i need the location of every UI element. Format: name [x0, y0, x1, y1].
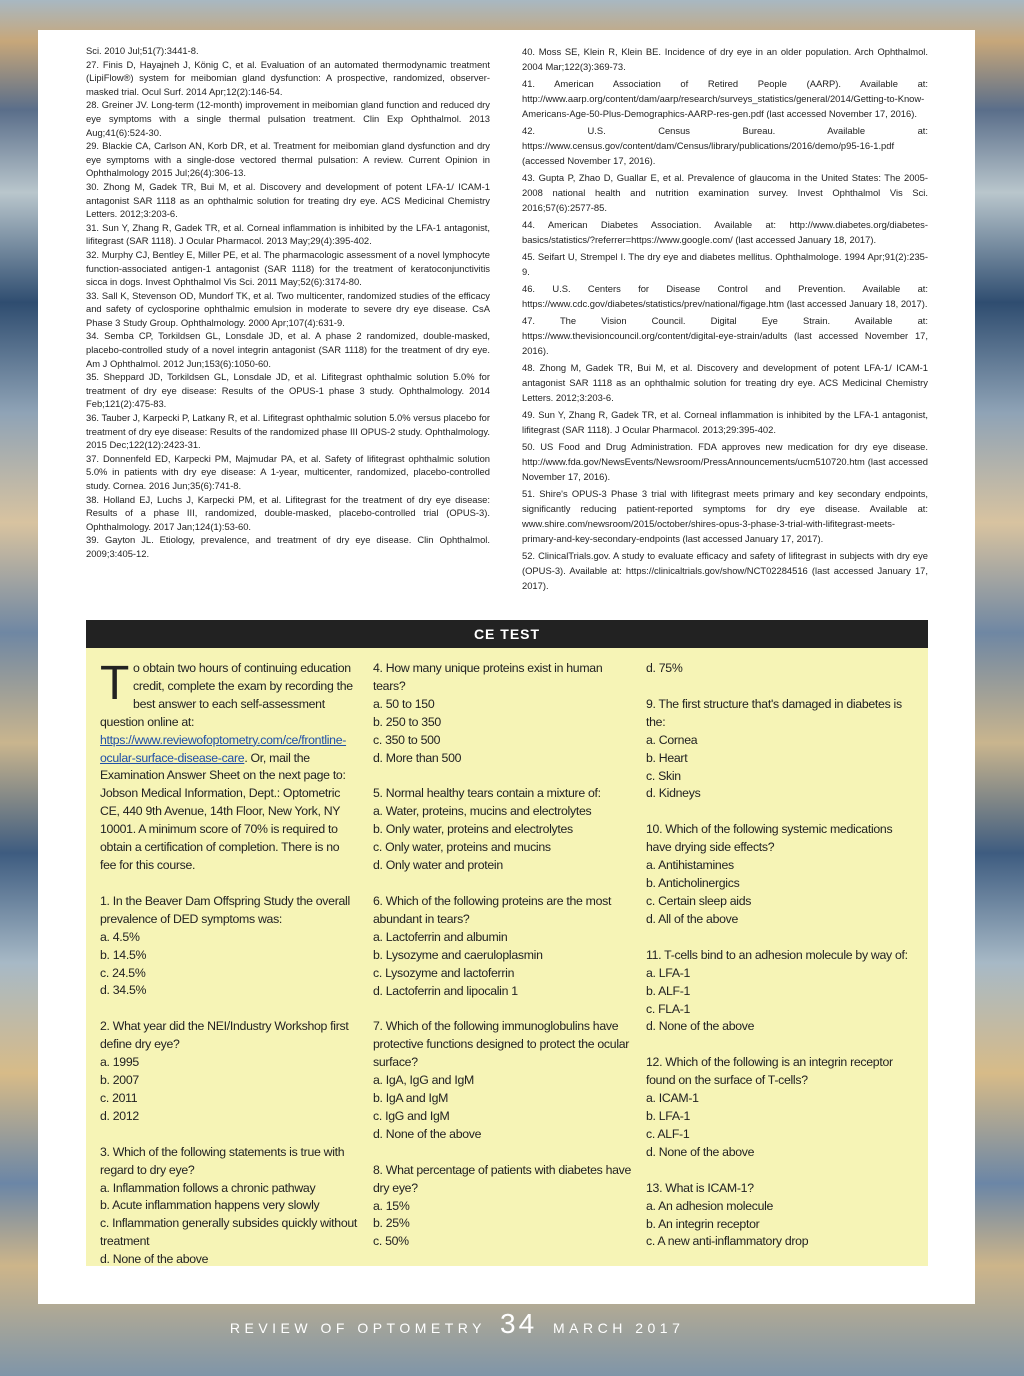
- ce-column-3: [646, 660, 914, 1251]
- reference-item: 43. Gupta P, Zhao D, Guallar E, et al. Prevalence of glaucoma in the United States: The 2005-2008 national health and nutrition examination survey. Invest Ophthalmol Vis Sci. 2016;57(6):2577-85.: [522, 172, 928, 213]
- reference-item: 52. ClinicalTrials.gov. A study to evaluate efficacy and safety of lifitegrast in subjects with dry eye (OPUS-3). Available at: https://clinicaltrials.gov/show/NCT02284516 (last accessed January 17, 2017).: [522, 550, 928, 591]
- reference-item: 45. Seifart U, Strempel I. The dry eye and diabetes mellitus. Ophthalmologe. 1994 Apr;91(2):235-9.: [522, 251, 928, 277]
- answer-option: a. 15%: [373, 1198, 410, 1213]
- ce-intro: [100, 657, 358, 875]
- answer-option: b. Anticholinergics: [646, 876, 740, 891]
- question-11: [646, 947, 914, 1037]
- references-right-column: [522, 44, 928, 595]
- question-10: [646, 821, 914, 928]
- answer-option: a. Cornea: [646, 732, 698, 747]
- ce-column-2: [373, 660, 635, 1251]
- reference-item: 33. Sall K, Stevenson OD, Mundorf TK, et al. Two multicenter, randomized studies of the efficacy and safety of cyclosporine ophthalmic emulsion in moderate to severe dry eye disease. CsA Phase 3 Study Group. Ophthalmology. 2000 Apr;107(4):631-9.: [86, 289, 490, 328]
- answer-option: c. ALF-1: [646, 1126, 690, 1141]
- answer-option: d. None of the above: [646, 1144, 755, 1159]
- answer-option: d. Lactoferrin and lipocalin 1: [373, 983, 518, 998]
- answer-option: c. Lysozyme and lactoferrin: [373, 965, 515, 980]
- answer-option: b. Acute inflammation happens very slowly: [100, 1198, 320, 1213]
- answer-option: c. Only water, proteins and mucins: [373, 840, 551, 855]
- issue-date: MARCH 2017: [553, 1320, 685, 1336]
- reference-item: 34. Semba CP, Torkildsen GL, Lonsdale JD, et al. A phase 2 randomized, double-masked, placebo-controlled study of a novel integrin antagonist (SAR 1118) for the treatment of dry eye. Am J Ophthalmol. 2012 Jun;153(6):1050-60.: [86, 330, 490, 369]
- question-text: 2. What year did the NEI/Industry Workshop first define dry eye?: [100, 1019, 349, 1052]
- intro-dropcap: T: [100, 657, 130, 710]
- question-12: [646, 1054, 914, 1161]
- answer-option: a. Water, proteins, mucins and electrolytes: [373, 804, 592, 819]
- answer-option: b. Lysozyme and caeruloplasmin: [373, 947, 543, 962]
- reference-item: 35. Sheppard JD, Torkildsen GL, Lonsdale JD, et al. Lifitegrast ophthalmic solution 5.0% for treatment of dry eye disease: Results of the OPUS-1 phase 3 study. Ophthalmology. 2014 Feb;121(2):475-83.: [86, 371, 490, 410]
- question-13: [646, 1180, 914, 1252]
- answer-option: d. None of the above: [100, 1252, 209, 1267]
- answer-option: a. 50 to 150: [373, 696, 435, 711]
- reference-item: 49. Sun Y, Zhang R, Gadek TR, et al. Corneal inflammation is inhibited by the LFA-1 antagonist, lifitegrast (SAR 1118). J Ocular Pharmacol. 2013;29:395-402.: [522, 409, 928, 435]
- intro-text-cont: . Or, mail the Examination Answer Sheet on the next page to: Jobson Medical Information, Dept.: Optometric CE, 440 9th Avenue, 14th Floor, New York, NY 10001. A minimum score of 70% is required to obtain a certification of completion. There is no fee for this course.: [100, 750, 346, 872]
- reference-item: 27. Finis D, Hayajneh J, König C, et al. Evaluation of an automated thermodynamic treatment (LipiFlow®) system for meibomian gland dysfunction: A prospective, randomized, observer-masked trial. Ocul Surf. 2014 Apr;12(2):146-54.: [86, 58, 490, 97]
- reference-item: Sci. 2010 Jul;51(7):3441-8.: [86, 45, 199, 56]
- answer-option: b. 14.5%: [100, 947, 147, 962]
- reference-item: 40. Moss SE, Klein R, Klein BE. Incidence of dry eye in an older population. Arch Ophthalmol. 2004 Mar;122(3):369-73.: [522, 46, 928, 72]
- reference-item: 32. Murphy CJ, Bentley E, Miller PE, et al. The pharmacologic assessment of a novel lymphocyte function-associated antigen-1 antagonist (SAR 1118) for the treatment of keratoconjunctivitis sicca in dogs. Invest Ophthalmol Vis Sci. 2011 May;52(6):3174-80.: [86, 248, 490, 288]
- reference-item: 31. Sun Y, Zhang R, Gadek TR, et al. Corneal inflammation is inhibited by the LFA-1 antagonist, lifitegrast (SAR 1118). J Ocular Pharmacol. 2013 May;29(4):395-402.: [86, 221, 490, 247]
- reference-item: 44. American Diabetes Association. Available at: http://www.diabetes.org/diabetes-basics/statistics/?referrer=https://www.google.com/ (last accessed January 18, 2017).: [522, 219, 928, 245]
- answer-option: c. 2011: [100, 1090, 138, 1105]
- answer-option: b. 2007: [100, 1073, 139, 1088]
- answer-option: c. FLA-1: [646, 1001, 691, 1016]
- answer-option: c. Certain sleep aids: [646, 893, 752, 908]
- answer-option: a. 4.5%: [100, 929, 140, 944]
- answer-option: d. Kidneys: [646, 786, 701, 801]
- question-9: [646, 696, 914, 803]
- question-text: 6. Which of the following proteins are the most abundant in tears?: [373, 893, 612, 926]
- question-text: 13. What is ICAM-1?: [646, 1180, 754, 1195]
- reference-item: 30. Zhong M, Gadek TR, Bui M, et al. Discovery and development of potent LFA-1/ ICAM-1 antagonist SAR 1118 as an ophthalmic solution for treating dry eye. ACS Medicinal Chemistry Letters. 2012;3:203-6.: [86, 180, 490, 220]
- question-text: 3. Which of the following statements is true with regard to dry eye?: [100, 1144, 345, 1177]
- reference-item: 36. Tauber J, Karpecki P, Latkany R, et al. Lifitegrast ophthalmic solution 5.0% versus placebo for treatment of dry eye disease: Results of the randomized phase III OPUS-2 study. Ophthalmology. 2015 Dec;122(12):2423-31.: [86, 412, 490, 451]
- answer-option: b. 250 to 350: [373, 714, 441, 729]
- answer-option: a. Lactoferrin and albumin: [373, 929, 508, 944]
- answer-option: d. 34.5%: [100, 983, 147, 998]
- question-text: 5. Normal healthy tears contain a mixture of:: [373, 786, 601, 801]
- reference-item: 39. Gayton JL. Etiology, prevalence, and treatment of dry eye disease. Clin Ophthalmol. 2009;3:405-12.: [86, 534, 490, 559]
- question-text: 10. Which of the following systemic medications have drying side effects?: [646, 822, 893, 855]
- answer-option: c. IgG and IgM: [373, 1108, 450, 1123]
- question-4: [373, 660, 635, 767]
- reference-item: 46. U.S. Centers for Disease Control and Prevention. Available at: https://www.cdc.gov/diabetes/statistics/prev/national/figage.htm (last accessed January 18, 2017).: [522, 283, 928, 309]
- answer-option: d. None of the above: [373, 1126, 482, 1141]
- reference-item: 38. Holland EJ, Luchs J, Karpecki PM, et al. Lifitegrast for the treatment of dry eye disease: Results of a phase III, randomized, double-masked, placebo-controlled trial (OPUS-3). Ophthalmology. 2017 Jan;124(1):53-60.: [86, 493, 490, 532]
- answer-option: c. 24.5%: [100, 965, 146, 980]
- answer-option: c. Skin: [646, 768, 681, 783]
- answer-option: b. IgA and IgM: [373, 1091, 449, 1106]
- ce-test-panel: [86, 648, 928, 1266]
- question-6: [373, 893, 635, 1000]
- question-text: 4. How many unique proteins exist in human tears?: [373, 661, 603, 693]
- answer-option: a. Inflammation follows a chronic pathway: [100, 1180, 316, 1195]
- answer-option: b. LFA-1: [646, 1109, 691, 1124]
- answer-option: b. Heart: [646, 750, 688, 765]
- question-5: [373, 785, 635, 875]
- reference-item: 29. Blackie CA, Carlson AN, Korb DR, et al. Treatment for meibomian gland dysfunction and dry eye symptoms with a single-dose vectored thermal pulsation: A review. Current Opinion in Ophthalmology 2015 Jul;26(4):306-13.: [86, 140, 490, 179]
- page-number: 34: [500, 1308, 538, 1339]
- answer-option: d. 2012: [100, 1108, 139, 1123]
- reference-item: 50. US Food and Drug Administration. FDA approves new medication for dry eye disease. http://www.fda.gov/NewsEvents/Newsroom/PressAnnouncements/ucm510720.htm (last accessed November 17, 2016).: [522, 441, 928, 482]
- answer-option: d. 75%: [646, 661, 683, 675]
- answer-option: a. IgA, IgG and IgM: [373, 1073, 474, 1088]
- reference-item: 51. Shire's OPUS-3 Phase 3 trial with lifitegrast meets primary and key secondary endpoints, significantly reducing patient-reported symptoms for dry eye disease. Available at: www.shire.com/newsroom/2015/october/shires-opus-3-phase-3-trial-with-lifitegrast-meets-primary-and-key-secondary-endpoints (last accessed January 17, 2017).: [522, 488, 928, 544]
- question-text: 12. Which of the following is an integrin receptor found on the surface of T-cells?: [646, 1055, 893, 1088]
- answer-option: b. Only water, proteins and electrolytes: [373, 822, 573, 837]
- references-left-column: [86, 44, 490, 561]
- reference-item: 28. Greiner JV. Long-term (12-month) improvement in meibomian gland function and reduced dry eye symptoms with a single thermal pulsation treatment. Clin Exp Ophthalmol. 2013 Aug;41(6):524-30.: [86, 99, 490, 138]
- ce-test-header: CE TEST: [86, 620, 928, 648]
- answer-option: a. ICAM-1: [646, 1091, 699, 1106]
- answer-option: c. 50%: [373, 1234, 409, 1249]
- question-text: 9. The first structure that's damaged in diabetes is the:: [646, 696, 902, 729]
- page-footer: [0, 1308, 1024, 1348]
- ce-column-1: [100, 657, 358, 1269]
- question-text: 1. In the Beaver Dam Offspring Study the overall prevalence of DED symptoms was:: [100, 893, 350, 926]
- magazine-name: REVIEW OF OPTOMETRY: [229, 1320, 486, 1336]
- intro-text: o obtain two hours of continuing education credit, complete the exam by recording the best answer to each self-assessment question online at:: [100, 661, 353, 729]
- answer-option: c. A new anti-inflammatory drop: [646, 1234, 809, 1249]
- question-text: 8. What percentage of patients with diabetes have dry eye?: [373, 1162, 632, 1195]
- answer-option: a. LFA-1: [646, 965, 691, 980]
- answer-option: b. 25%: [373, 1216, 410, 1231]
- answer-option: d. Only water and protein: [373, 858, 503, 873]
- answer-option: c. 350 to 500: [373, 732, 441, 747]
- question-text: 7. Which of the following immunoglobulins have protective functions designed to protect the ocular surface?: [373, 1019, 630, 1070]
- answer-option: a. Antihistamines: [646, 858, 734, 873]
- answer-option: a. 1995: [100, 1055, 139, 1070]
- question-7: [373, 1018, 635, 1143]
- question-1: [100, 893, 358, 1000]
- answer-option: b. An integrin receptor: [646, 1216, 760, 1231]
- page: [38, 30, 975, 1304]
- reference-item: 37. Donnenfeld ED, Karpecki PM, Majmudar PA, et al. Safety of lifitegrast ophthalmic solution 5.0% in patients with dry eye disease: A 1-year, multicenter, randomized, placebo-controlled study. Cornea. 2016 Jun;35(6):741-8.: [86, 452, 490, 491]
- answer-option: a. An adhesion molecule: [646, 1198, 774, 1213]
- question-8: [373, 1162, 635, 1252]
- answer-option: c. Inflammation generally subsides quickly without treatment: [100, 1216, 358, 1249]
- reference-item: 47. The Vision Council. Digital Eye Strain. Available at: https://www.thevisioncouncil.org/content/digital-eye-strain/adults (last accessed November 17, 2016).: [522, 315, 928, 356]
- question-3: [100, 1144, 358, 1269]
- reference-item: 42. U.S. Census Bureau. Available at: https://www.census.gov/content/dam/Census/library/publications/2016/demo/p95-16-1.pdf (accessed November 17, 2016).: [522, 125, 928, 166]
- ce-online-link[interactable]: https://www.reviewofoptometry.com/ce/frontline-ocular-surface-disease-care: [100, 732, 347, 765]
- answer-option: d. None of the above: [646, 1019, 755, 1034]
- reference-item: 41. American Association of Retired People (AARP). Available at: http://www.aarp.org/content/dam/aarp/research/surveys_statistics/general/2014/Getting-to-Know-Americans-Age-50-Plus-Demographics-AARP-res-gen.pdf (last accessed November 17, 2016).: [522, 78, 928, 119]
- answer-option: b. ALF-1: [646, 983, 691, 998]
- answer-option: d. More than 500: [373, 750, 462, 765]
- question-text: 11. T-cells bind to an adhesion molecule by way of:: [646, 947, 908, 962]
- question-2: [100, 1018, 358, 1125]
- answer-option: d. All of the above: [646, 911, 739, 926]
- reference-item: 48. Zhong M, Gadek TR, Bui M, et al. Discovery and development of potent LFA-1/ ICAM-1 antagonist SAR 1118 as an ophthalmic solution for treating dry eye. ACS Medicinal Chemistry Letters. 2012;3:203-6.: [522, 362, 928, 403]
